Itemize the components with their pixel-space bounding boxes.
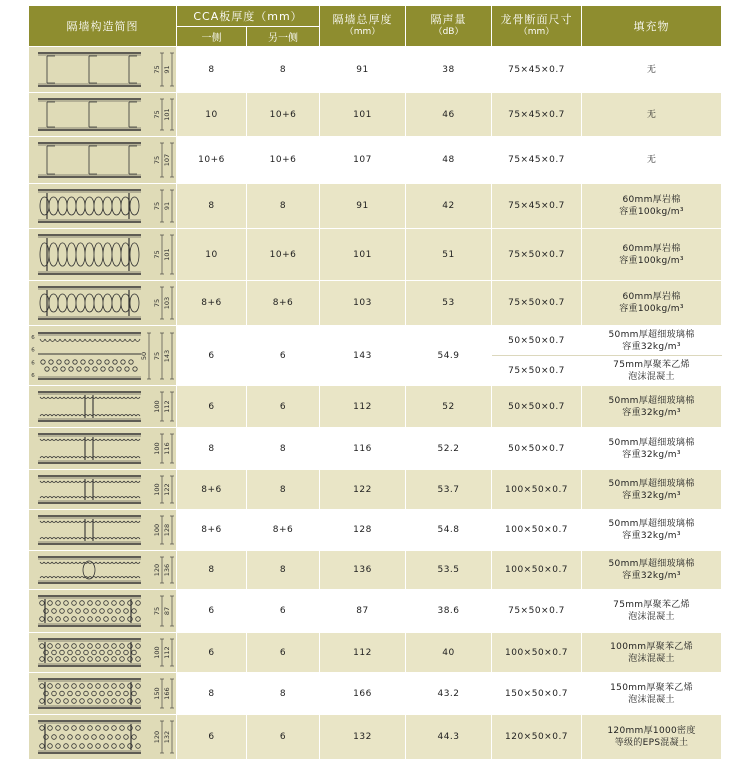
cca-thickness-side-a: 10: [177, 93, 247, 137]
total-thickness: 132: [320, 715, 406, 760]
dimension-label: 101: [163, 108, 171, 121]
fill-material: [582, 551, 722, 590]
cca-thickness-side-b: 8: [247, 470, 320, 510]
fill-material: [582, 356, 722, 386]
wall-section-diagram-svg: [29, 551, 176, 589]
keel-size: 150×50×0.7: [492, 673, 582, 715]
wall-section-diagram: [29, 590, 177, 633]
side-mark-label: 6: [31, 347, 35, 354]
wall-section-diagram: [29, 386, 177, 428]
dimension-label: 75: [153, 201, 161, 211]
sound-insulation: 43.2: [406, 673, 492, 715]
dimension-label: 132: [163, 730, 171, 744]
wall-section-diagram: [29, 326, 177, 386]
dimension-label: 75: [153, 65, 161, 74]
partition-wall-table: [28, 5, 722, 760]
dimension-label: 75: [153, 250, 161, 259]
wall-section-diagram: [29, 428, 177, 470]
sound-insulation: 44.3: [406, 715, 492, 760]
table-row: [29, 510, 722, 551]
total-thickness: 143: [320, 326, 406, 386]
keel-size: 100×50×0.7: [492, 510, 582, 551]
fill-material: [582, 470, 722, 510]
table-row: [29, 281, 722, 326]
header-keel-unit: （mm）: [518, 27, 555, 37]
header-side-a: 一侧: [177, 27, 247, 47]
dimension-label: 91: [163, 65, 171, 74]
fill-material-line: 泡沫混凝土: [628, 612, 675, 622]
table-row: [29, 47, 722, 93]
header-total: [320, 6, 406, 47]
table-row: [29, 229, 722, 281]
cca-thickness-side-a: 8+6: [177, 281, 247, 326]
wall-section-diagram-svg: [29, 590, 176, 632]
sound-insulation: 54.9: [406, 326, 492, 386]
table-row: [29, 137, 722, 184]
cca-thickness-side-a: 8: [177, 47, 247, 93]
total-thickness: 107: [320, 137, 406, 184]
wall-section-diagram: [29, 633, 177, 673]
fill-material-line: 60mm厚岩棉: [622, 243, 681, 254]
fill-material-line: 泡沫混凝土: [628, 694, 675, 705]
table-row: [29, 386, 722, 428]
cca-thickness-side-b: 6: [247, 633, 320, 673]
cca-thickness-side-b: 8+6: [247, 510, 320, 551]
cca-thickness-side-b: 10+6: [247, 229, 320, 281]
header-diagram: 隔墙构造简图: [29, 6, 177, 47]
fill-material-line: 泡沫混凝土: [628, 653, 675, 664]
dimension-label: 100: [153, 523, 161, 537]
wall-section-diagram-svg: [29, 93, 176, 136]
cca-thickness-side-a: 10+6: [177, 137, 247, 184]
dimension-label: 75: [153, 155, 161, 165]
fill-material-line: 60mm厚岩棉: [622, 292, 681, 302]
wall-section-diagram: [29, 470, 177, 510]
total-thickness: 112: [320, 633, 406, 673]
dimension-label: 75: [153, 110, 161, 119]
sound-insulation: 52.2: [406, 428, 492, 470]
wall-section-diagram: [29, 184, 177, 229]
keel-size: 50×50×0.7: [492, 386, 582, 428]
dimension-label: 122: [163, 483, 171, 496]
fill-material-line: 容重32kg/m³: [622, 341, 681, 352]
fill-material-line: 容重32kg/m³: [622, 531, 681, 541]
cca-thickness-side-a: 8+6: [177, 470, 247, 510]
total-thickness: 101: [320, 229, 406, 281]
cca-thickness-side-a: 8: [177, 428, 247, 470]
total-thickness: 87: [320, 590, 406, 633]
fill-material-line: 60mm厚岩棉: [622, 195, 681, 205]
fill-material-line: 等级的EPS混凝土: [614, 738, 689, 748]
fill-material-line: 容重32kg/m³: [622, 407, 681, 418]
dimension-label: 103: [163, 296, 171, 310]
wall-section-diagram-svg: [29, 281, 176, 325]
keel-size: 50×50×0.7: [492, 428, 582, 470]
header-sound-unit: （dB）: [433, 27, 464, 37]
fill-material-line: 50mm厚超细玻璃棉: [608, 478, 695, 489]
cca-thickness-side-b: 8: [247, 673, 320, 715]
dimension-label: 143: [163, 349, 171, 362]
fill-material-line: 无: [646, 155, 657, 165]
wall-section-diagram: [29, 551, 177, 590]
sound-insulation: 48: [406, 137, 492, 184]
fill-material-line: 75mm厚聚苯乙烯: [613, 359, 690, 370]
wall-section-diagram: [29, 510, 177, 551]
keel-size: 75×45×0.7: [492, 47, 582, 93]
dimension-label: 120: [153, 563, 161, 577]
cca-thickness-side-b: 6: [247, 386, 320, 428]
dimension-label: 75: [153, 606, 161, 616]
sound-insulation: 52: [406, 386, 492, 428]
cca-thickness-side-b: 10+6: [247, 93, 320, 137]
fill-material-line: 50mm厚超细玻璃棉: [608, 519, 695, 529]
keel-size: 75×45×0.7: [492, 184, 582, 229]
table-row: [29, 326, 722, 356]
header-sound-title: 隔声量: [430, 13, 467, 26]
wall-section-diagram-svg: [29, 137, 176, 183]
cca-thickness-side-a: 6: [177, 715, 247, 760]
dimension-label: 100: [153, 646, 161, 659]
fill-material: [582, 93, 722, 137]
header-sound: [406, 6, 492, 47]
wall-section-diagram-svg: [29, 184, 176, 228]
fill-material: [582, 590, 722, 633]
fill-material-line: 100mm厚聚苯乙烯: [610, 641, 693, 652]
fill-material: [582, 137, 722, 184]
table-row: [29, 93, 722, 137]
wall-section-diagram-svg: [29, 327, 176, 385]
keel-size: 120×50×0.7: [492, 715, 582, 760]
wall-section-diagram: [29, 47, 177, 93]
dimension-label: 107: [163, 153, 171, 167]
total-thickness: 112: [320, 386, 406, 428]
keel-size: 75×50×0.7: [492, 229, 582, 281]
fill-material-line: 50mm厚超细玻璃棉: [608, 329, 695, 340]
sound-insulation: 53: [406, 281, 492, 326]
table-row: [29, 715, 722, 760]
wall-section-diagram-svg: [29, 673, 176, 714]
total-thickness: 166: [320, 673, 406, 715]
fill-material-line: 75mm厚聚苯乙烯: [613, 600, 690, 610]
fill-material: [582, 673, 722, 715]
table-row: [29, 184, 722, 229]
wall-section-diagram: [29, 137, 177, 184]
table-row: [29, 551, 722, 590]
wall-section-diagram: [29, 93, 177, 137]
fill-material-line: 泡沫混凝土: [628, 371, 675, 382]
dimension-label: 136: [163, 563, 171, 577]
keel-size: 75×50×0.7: [492, 590, 582, 633]
wall-section-diagram-svg: [29, 386, 176, 427]
dimension-label: 50: [140, 351, 148, 360]
table-row: [29, 673, 722, 715]
wall-section-diagram-svg: [29, 715, 176, 759]
dimension-label: 100: [153, 400, 161, 413]
cca-thickness-side-b: 6: [247, 326, 320, 386]
fill-material: [582, 715, 722, 760]
fill-material-line: 无: [646, 109, 657, 120]
fill-material-line: 容重32kg/m³: [622, 490, 681, 501]
wall-section-diagram-svg: [29, 470, 176, 509]
cca-thickness-side-a: 8: [177, 551, 247, 590]
cca-thickness-side-a: 8+6: [177, 510, 247, 551]
cca-thickness-side-b: 8+6: [247, 281, 320, 326]
side-mark-label: 6: [31, 372, 35, 379]
header-keel: [492, 6, 582, 47]
dimension-label: 128: [163, 523, 171, 537]
fill-material: [582, 184, 722, 229]
keel-size: 75×45×0.7: [492, 137, 582, 184]
dimension-label: 166: [163, 687, 171, 700]
sound-insulation: 46: [406, 93, 492, 137]
dimension-label: 87: [163, 606, 171, 616]
cca-thickness-side-b: 8: [247, 428, 320, 470]
dimension-label: 116: [163, 442, 171, 455]
dimension-label: 112: [163, 400, 171, 413]
fill-material: [582, 386, 722, 428]
wall-section-diagram-svg: [29, 428, 176, 469]
total-thickness: 103: [320, 281, 406, 326]
fill-material: [582, 510, 722, 551]
fill-material-line: 50mm厚超细玻璃棉: [608, 559, 695, 569]
sound-insulation: 38: [406, 47, 492, 93]
cca-thickness-side-a: 6: [177, 590, 247, 633]
table-row: [29, 633, 722, 673]
sound-insulation: 53.5: [406, 551, 492, 590]
sound-insulation: 54.8: [406, 510, 492, 551]
dimension-label: 100: [153, 442, 161, 455]
cca-thickness-side-b: 6: [247, 715, 320, 760]
header-fill: 填充物: [582, 6, 722, 47]
cca-thickness-side-b: 8: [247, 551, 320, 590]
dimension-label: 75: [153, 351, 161, 360]
total-thickness: 122: [320, 470, 406, 510]
fill-material-line: 50mm厚超细玻璃棉: [608, 437, 695, 448]
side-mark-label: 6: [31, 359, 35, 366]
fill-material: [582, 229, 722, 281]
wall-section-diagram-svg: [29, 633, 176, 672]
sound-insulation: 38.6: [406, 590, 492, 633]
fill-material-line: 容重100kg/m³: [619, 207, 684, 217]
header-total-title: 隔墙总厚度: [332, 13, 393, 26]
fill-material-line: 容重32kg/m³: [622, 571, 681, 581]
fill-material-line: 120mm厚1000密度: [607, 726, 696, 736]
keel-size: 100×50×0.7: [492, 551, 582, 590]
cca-thickness-side-a: 6: [177, 633, 247, 673]
dimension-label: 91: [163, 201, 171, 211]
total-thickness: 91: [320, 47, 406, 93]
sound-insulation: 42: [406, 184, 492, 229]
table-row: [29, 428, 722, 470]
wall-section-diagram: [29, 229, 177, 281]
keel-size: 50×50×0.7: [492, 326, 582, 356]
wall-section-diagram-svg: [29, 229, 176, 280]
wall-section-diagram: [29, 281, 177, 326]
fill-material-line: 容重100kg/m³: [619, 255, 684, 266]
side-mark-label: 6: [31, 334, 35, 341]
fill-material: [582, 633, 722, 673]
dimension-label: 112: [163, 646, 171, 659]
table-row: [29, 470, 722, 510]
cca-thickness-side-b: 10+6: [247, 137, 320, 184]
keel-size: 75×50×0.7: [492, 281, 582, 326]
header-keel-title: 龙骨断面尺寸: [500, 13, 573, 26]
wall-section-diagram: [29, 673, 177, 715]
cca-thickness-side-b: 8: [247, 47, 320, 93]
dimension-label: 120: [153, 730, 161, 744]
fill-material: [582, 47, 722, 93]
keel-size: 75×45×0.7: [492, 93, 582, 137]
cca-thickness-side-a: 10: [177, 229, 247, 281]
cca-thickness-side-b: 8: [247, 184, 320, 229]
header-total-unit: （mm）: [344, 27, 381, 37]
total-thickness: 101: [320, 93, 406, 137]
total-thickness: 91: [320, 184, 406, 229]
cca-thickness-side-a: 8: [177, 184, 247, 229]
fill-material-line: 容重100kg/m³: [619, 304, 684, 314]
cca-thickness-side-b: 6: [247, 590, 320, 633]
fill-material: [582, 326, 722, 356]
cca-thickness-side-a: 8: [177, 673, 247, 715]
wall-section-diagram: [29, 715, 177, 760]
fill-material-line: 容重32kg/m³: [622, 449, 681, 460]
cca-thickness-side-a: 6: [177, 386, 247, 428]
dimension-label: 150: [153, 687, 161, 700]
total-thickness: 136: [320, 551, 406, 590]
sound-insulation: 51: [406, 229, 492, 281]
fill-material: [582, 281, 722, 326]
wall-section-diagram-svg: [29, 47, 176, 92]
table-row: [29, 590, 722, 633]
dimension-label: 101: [163, 248, 171, 261]
sound-insulation: 53.7: [406, 470, 492, 510]
fill-material-line: 50mm厚超细玻璃棉: [608, 395, 695, 406]
fill-material-line: 150mm厚聚苯乙烯: [610, 682, 693, 693]
header-side-b: 另一侧: [247, 27, 320, 47]
wall-section-diagram-svg: [29, 510, 176, 550]
keel-size: 100×50×0.7: [492, 633, 582, 673]
total-thickness: 128: [320, 510, 406, 551]
keel-size: 100×50×0.7: [492, 470, 582, 510]
dimension-label: 75: [153, 298, 161, 308]
dimension-label: 100: [153, 483, 161, 496]
table-body: [29, 47, 722, 760]
fill-material: [582, 428, 722, 470]
sound-insulation: 40: [406, 633, 492, 673]
fill-material-line: 无: [646, 64, 657, 75]
header-cca: CCA板厚度（mm）: [177, 6, 320, 27]
keel-size: 75×50×0.7: [492, 356, 582, 386]
cca-thickness-side-a: 6: [177, 326, 247, 386]
total-thickness: 116: [320, 428, 406, 470]
